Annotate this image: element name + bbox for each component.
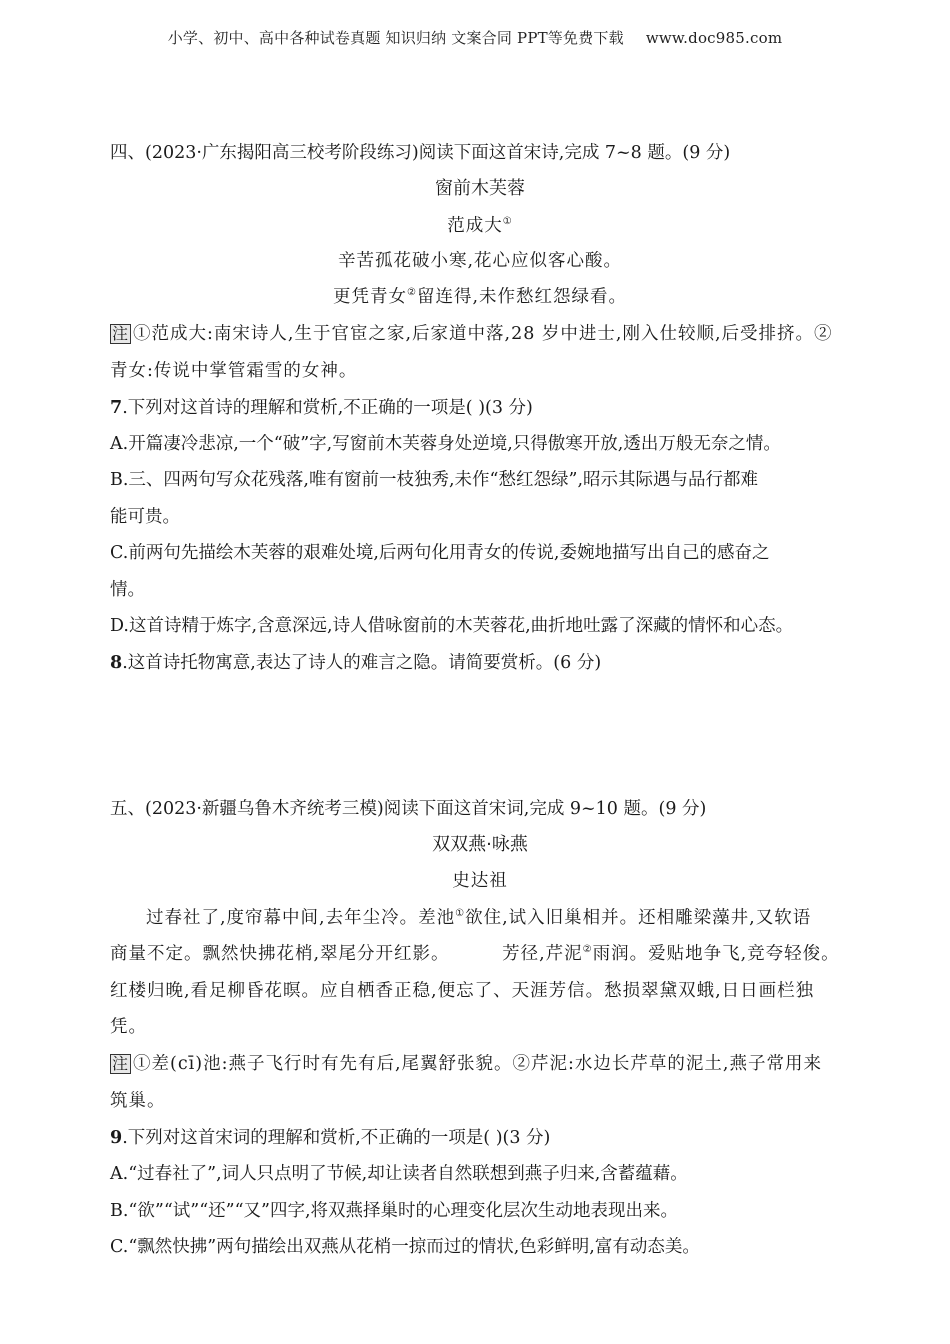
note-tag: 注: [112, 324, 130, 343]
note-tag: 注: [112, 1054, 130, 1073]
section4-poem-line1: 辛苦孤花破小寒,花心应似客心酸。: [337, 251, 623, 271]
section5-ci-line4: 凭。: [110, 1017, 147, 1037]
q8-number: 8: [110, 653, 123, 673]
section5-author: 史达祖: [452, 871, 508, 891]
page-header: [0, 27, 950, 48]
q9-option-a: A.“过春社了”,词人只点明了节候,却让读者自然联想到燕子归来,含蓄蕴藉。: [110, 1164, 688, 1184]
section4-poem-title: 窗前木芙蓉: [435, 178, 525, 199]
section5-heading: 五、(2023·新疆乌鲁木齐统考三模)阅读下面这首宋词,完成 9~10 题。(9 分): [110, 799, 707, 819]
section4-author-mark: ①: [502, 216, 513, 228]
q7-option-c-line2: 情。: [110, 580, 145, 600]
q7-option-c-line1: C.前两句先描绘木芙蓉的艰难处境,后两句化用青女的传说,委婉地描写出自己的感奋之: [110, 543, 770, 563]
q7-option-b-line1: B.三、四两句写众花残落,唯有窗前一枝独秀,未作“愁红怨绿”,昭示其际遇与品行都难: [110, 470, 759, 490]
section4-note-line2: 青女:传说中掌管霜雪的女神。: [110, 361, 358, 381]
section5-ci-line2: [110, 942, 850, 966]
section4-author-name: 范成大: [447, 216, 503, 236]
section4-author: [110, 214, 850, 238]
section5-note-line1: [110, 1052, 850, 1076]
section4-note-line1: [110, 322, 850, 346]
question-9: [110, 1126, 850, 1150]
q7-number: 7: [110, 398, 123, 418]
section4-poem-line2: [110, 285, 850, 309]
section5-note-line2: 筑巢。: [110, 1091, 166, 1111]
section4-line2-a: 更凭青女: [332, 287, 407, 307]
ci-line2-mark: ②: [582, 944, 593, 956]
section5-note-text1: ①差(cī)池:燕子飞行时有先有后,尾翼舒张貌。②芹泥:水边长芹草的泥土,燕子常用来: [133, 1054, 822, 1074]
q9-option-c: C.“飘然快拂”两句描绘出双燕从花梢一掠而过的情状,色彩鲜明,富有动态美。: [110, 1237, 700, 1257]
ci-line1-b: 欲住,试入旧巢相并。还相雕梁藻井,又软语: [465, 908, 812, 928]
section4-heading: 四、(2023·广东揭阳高三校考阶段练习)阅读下面这首宋诗,完成 7~8 题。(9 分): [110, 143, 731, 163]
header-site: www.doc985.com: [645, 29, 783, 47]
q7-option-d: D.这首诗精于炼字,含意深远,诗人借咏窗前的木芙蓉花,曲折地吐露了深藏的情怀和心态。: [110, 616, 794, 636]
ci-line2-b: 雨润。爱贴地争飞,竞夸轻俊。: [592, 944, 840, 964]
q7-text: .下列对这首诗的理解和赏析,不正确的一项是( )(3 分): [122, 398, 533, 418]
section5-ci-line3: 红楼归晚,看足柳昏花暝。应自栖香正稳,便忘了、天涯芳信。愁损翠黛双蛾,日日画栏独: [110, 981, 815, 1001]
section5-ci-line1: [110, 906, 850, 930]
q9-number: 9: [110, 1128, 123, 1148]
section4-line2-b: 留连得,未作愁红怨绿看。: [416, 287, 628, 307]
ci-line1-a: 过春社了,度帘幕中间,去年尘冷。差池: [146, 908, 456, 928]
question-8: [110, 651, 850, 675]
q9-option-b: B.“欲”“试”“还”“又”四字,将双燕择巢时的心理变化层次生动地表现出来。: [110, 1201, 679, 1221]
q8-text: .这首诗托物寓意,表达了诗人的难言之隐。请简要赏析。(6 分): [122, 653, 602, 673]
ci-line2-a: 商量不定。飘然快拂花梢,翠尾分开红影。 芳径,芹泥: [110, 944, 583, 964]
ci-line1-mark: ①: [455, 908, 466, 920]
header-text: 小学、初中、高中各种试卷真题 知识归纳 文案合同 PPT等免费下载: [167, 29, 624, 47]
q7-option-a: A.开篇凄冷悲凉,一个“破”字,写窗前木芙蓉身处逆境,只得傲寒开放,透出万般无奈之情。: [110, 434, 781, 454]
section4-line2-mark: ②: [406, 287, 417, 299]
q9-text: .下列对这首宋词的理解和赏析,不正确的一项是( )(3 分): [122, 1128, 551, 1148]
section4-note-text1: ①范成大:南宋诗人,生于官宦之家,后家道中落,28 岁中进士,刚入仕较顺,后受排挤。②: [133, 324, 833, 344]
question-7: [110, 396, 850, 420]
section5-poem-title: 双双燕·咏燕: [432, 834, 528, 855]
q7-option-b-line2: 能可贵。: [110, 507, 180, 527]
